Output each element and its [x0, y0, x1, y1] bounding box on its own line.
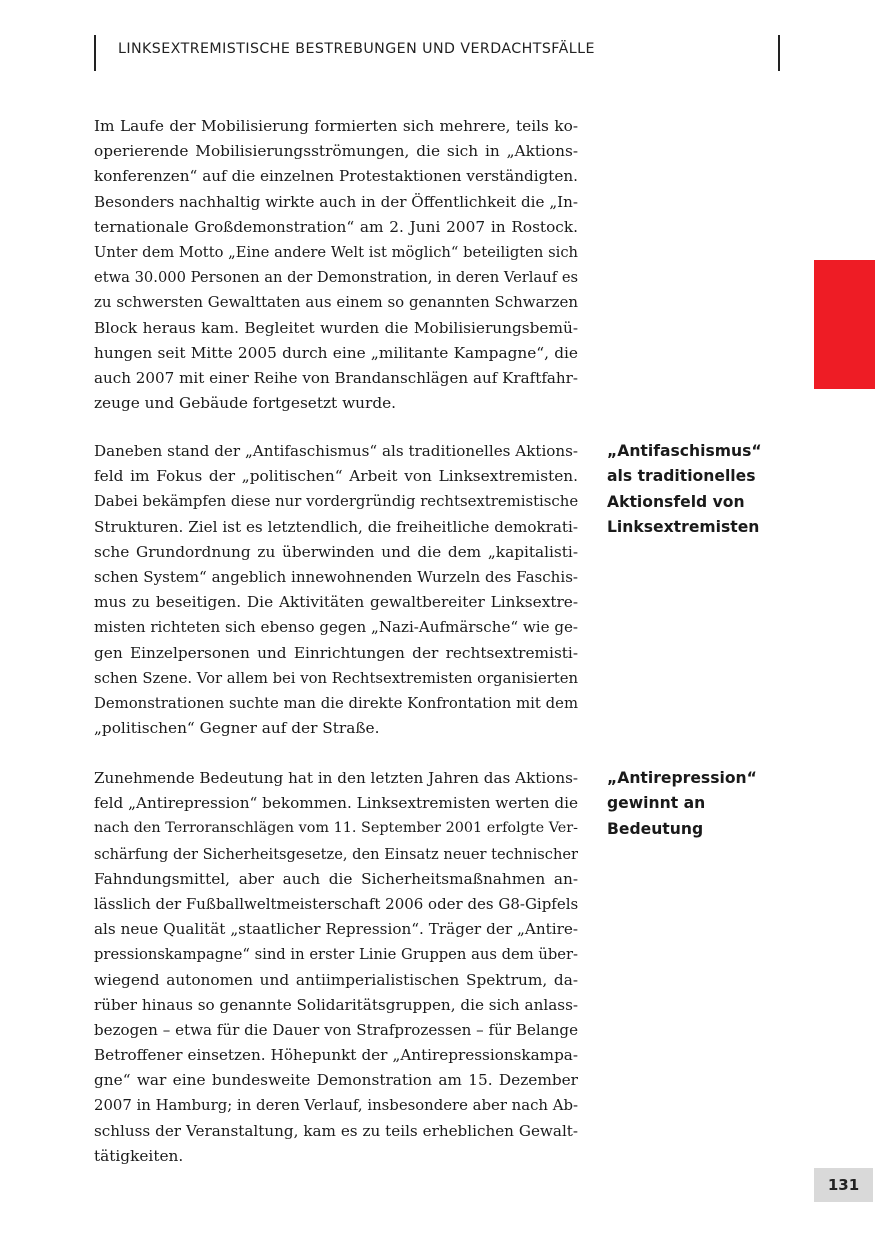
marginal-line: gewinnt an — [607, 794, 706, 813]
text-line: etwa 30.000 Personen an der Demonstration, in deren Verlauf es — [94, 269, 579, 287]
text-line: auch 2007 mit einer Reihe von Brandanschlägen auf Kraftfahr- — [94, 368, 578, 387]
text-line: zu schwersten Gewalttaten aus einem so genannten Schwarzen — [94, 293, 578, 312]
text-line: wiegend autonomen und antiimperialistischen Spektrum, da- — [94, 970, 578, 989]
text-line: schen Szene. Vor allem bei von Rechtsextremisten organisierten — [94, 669, 579, 687]
text-line: lässlich der Fußballweltmeisterschaft 2006 oder des G8-Gipfels — [94, 894, 579, 913]
text-line: Fahndungsmittel, aber auch die Sicherheitsmaßnahmen an- — [94, 869, 578, 888]
text-line: Betroffener einsetzen. Höhepunkt der „Antirepressionskampa- — [94, 1046, 578, 1065]
marginal-line: Linksextremisten — [607, 518, 760, 537]
marginal-line: als traditionelles — [607, 467, 756, 486]
running-head-title: LINKSEXTREMISTISCHE BESTREBUNGEN UND VERDACHTSFÄLLE — [118, 41, 595, 57]
text-line: Daneben stand der „Antifaschismus“ als traditionelles Aktions- — [94, 442, 578, 460]
text-line: Block heraus kam. Begleitet wurden die Mobilisierungsbemü- — [94, 318, 578, 337]
text-line: Zunehmende Bedeutung hat in den letzten Jahren das Aktions- — [94, 769, 578, 787]
marginal-note-antifaschismus — [607, 439, 807, 541]
text-line: feld „Antirepression“ bekommen. Linksextremisten werten die — [94, 794, 578, 813]
text-line: ternationale Großdemonstration“ am 2. Juni 2007 in Rostock. — [94, 217, 578, 236]
text-line: bezogen – etwa für die Dauer von Strafprozessen – für Belange — [94, 1020, 578, 1039]
text-line: gen Einzelpersonen und Einrichtungen der rechtsextremisti- — [94, 643, 578, 662]
text-line: Im Laufe der Mobilisierung formierten sich mehrere, teils ko- — [94, 117, 578, 135]
text-line: gne“ war eine bundesweite Demonstration am 15. Dezember — [94, 1071, 578, 1090]
text-line: schluss der Veranstaltung, kam es zu teils erheblichen Gewalt- — [94, 1121, 578, 1140]
text-line: Dabei bekämpfen diese nur vordergründig rechtsextremistische — [94, 492, 579, 511]
body-paragraph-mobilisierung — [94, 114, 578, 416]
text-line: Demonstrationen suchte man die direkte Konfrontation mit dem — [94, 694, 578, 712]
marginal-line: Bedeutung — [607, 819, 704, 838]
marginal-line: „Antifaschismus“ — [607, 442, 762, 460]
text-line: sche Grundordnung zu überwinden und die dem „kapitalisti- — [94, 542, 578, 561]
chapter-color-tab — [814, 260, 875, 389]
text-line: rüber hinaus so genannte Solidaritätsgruppen, die sich anlass- — [94, 995, 578, 1014]
text-line: tätigkeiten. — [94, 1146, 184, 1165]
text-line: pressionskampagne“ sind in erster Linie Gruppen aus dem über- — [94, 946, 578, 964]
marginal-note-antirepression — [607, 766, 807, 842]
text-line: hungen seit Mitte 2005 durch eine „militante Kampagne“, die — [94, 343, 578, 362]
text-line: Strukturen. Ziel ist es letztendlich, die freiheitliche demokrati- — [94, 517, 578, 536]
text-line: Besonders nachhaltig wirkte auch in der Öffentlichkeit die „In- — [94, 192, 578, 211]
body-paragraph-antifaschismus — [94, 439, 578, 741]
text-line: schärfung der Sicherheitsgesetze, den Einsatz neuer technischer — [94, 845, 578, 863]
marginal-line: „Antirepression“ — [607, 769, 757, 787]
page-number: 131 — [814, 1168, 873, 1202]
header-rule-right — [778, 35, 780, 71]
text-line: zeuge und Gebäude fortgesetzt wurde. — [94, 394, 397, 413]
text-line: mus zu beseitigen. Die Aktivitäten gewaltbereiter Linksextre- — [94, 593, 578, 612]
text-line: misten richteten sich ebenso gegen „Nazi-Aufmärsche“ wie ge- — [94, 618, 578, 637]
text-line: 2007 in Hamburg; in deren Verlauf, insbesondere aber nach Ab- — [94, 1096, 578, 1115]
text-line: feld im Fokus der „politischen“ Arbeit von Linksextremisten. — [94, 467, 578, 486]
text-line: als neue Qualität „staatlicher Repression“. Träger der „Antire- — [94, 920, 578, 939]
text-line: operierende Mobilisierungsströmungen, die sich in „Aktions- — [94, 142, 578, 161]
text-line: schen System“ angeblich innewohnenden Wurzeln des Faschis- — [94, 567, 578, 586]
text-line: konferenzen“ auf die einzelnen Protestaktionen verständigten. — [94, 167, 578, 186]
header-rule-left — [94, 35, 96, 71]
text-line: Unter dem Motto „Eine andere Welt ist möglich“ beteiligten sich — [94, 243, 578, 261]
marginal-line: Aktionsfeld von — [607, 492, 745, 511]
text-line: nach den Terroranschlägen vom 11. September 2001 erfolgte Ver- — [94, 820, 578, 837]
text-line: „politischen“ Gegner auf der Straße. — [94, 719, 380, 738]
body-paragraph-antirepression — [94, 766, 578, 1169]
